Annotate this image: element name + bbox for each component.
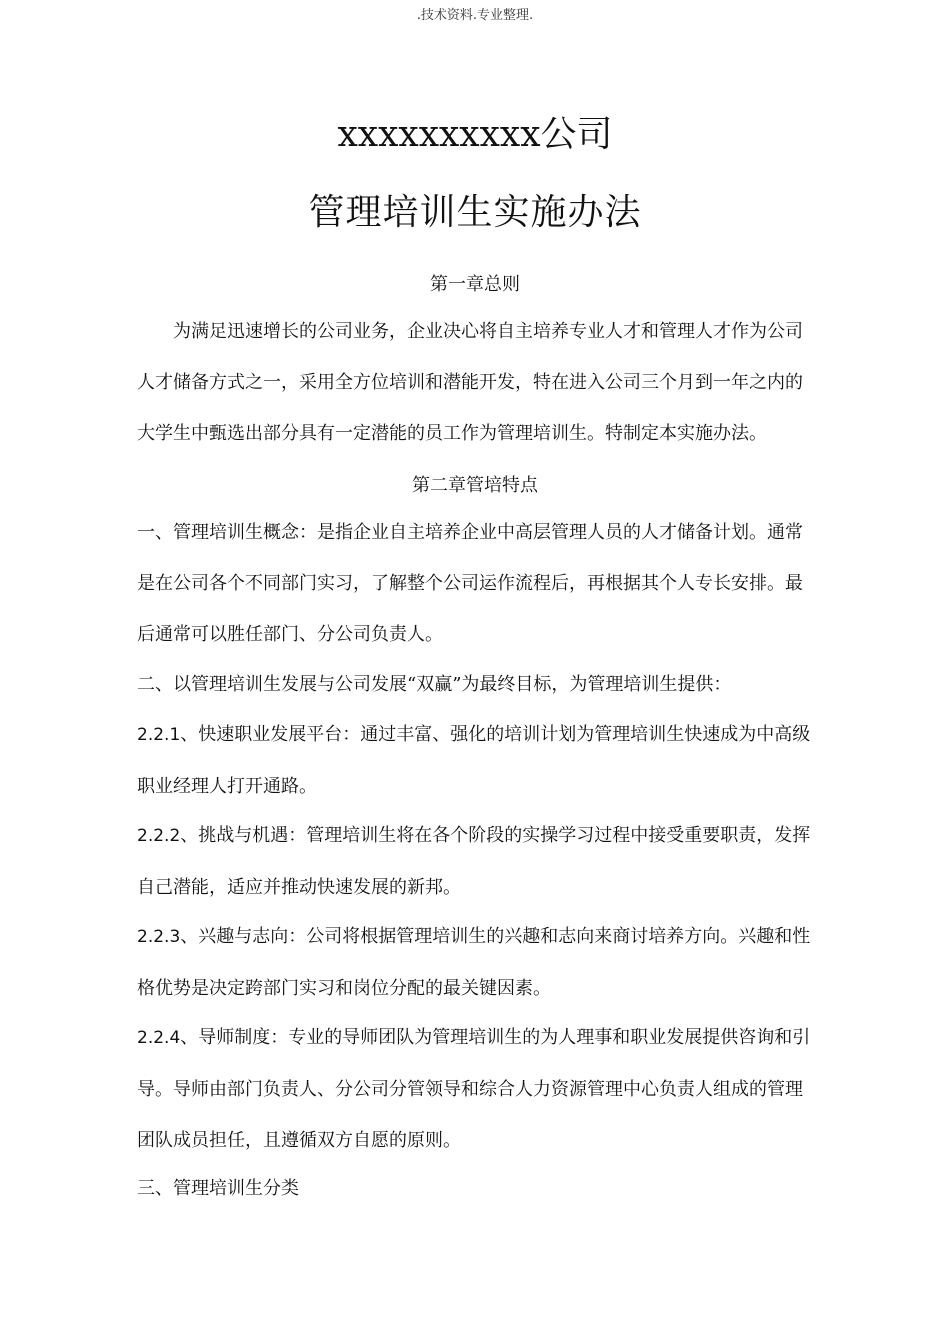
chapter-1-heading: 第一章总则 xyxy=(430,274,520,295)
item-number: 2.2.1 xyxy=(137,725,181,745)
company-title: xxxxxxxxxx公司 xyxy=(337,114,613,155)
section-1-concept: 一、管理培训生概念：是指企业自主培养企业中高层管理人员的人才储备计划。通常是在公司各个不同部门实习，了解整个公司运作流程后，再根据其个人专长安排。最后通常可以胜任部门、分公司负责人。 xyxy=(137,522,803,645)
item-text: 、导师制度：专业的导师团队为管理培训生的为人理事和职业发展提供咨询和引导。导师由部门负责人、分公司分管领导和综合人力资源管理中心负责人组成的管理团队成员担任，且遵循双方自愿的原则。 xyxy=(137,1027,811,1151)
item-2-2-1 xyxy=(137,709,813,812)
chapter-1-paragraph: 为满足迅速增长的公司业务，企业决心将自主培养专业人才和管理人才作为公司人才储备方式之一，采用全方位培训和潜能开发，特在进入公司三个月到一年之内的大学生中甄选出部分具有一定潜能的员工作为管理培训生。特制定本实施办法。 xyxy=(137,321,803,444)
item-2-2-4 xyxy=(137,1012,813,1166)
section-3-heading: 三、管理培训生分类 xyxy=(137,1178,299,1199)
item-text: 、兴趣与志向：公司将根据管理培训生的兴趣和志向来商讨培养方向。兴趣和性格优势是决定跨部门实习和岗位分配的最关键因素。 xyxy=(137,926,811,999)
chapter-2-heading: 第二章管培特点 xyxy=(412,475,538,496)
document-title: 管理培训生实施办法 xyxy=(308,192,642,233)
section-2-goal: 二、以管理培训生发展与公司发展“双赢”为最终目标，为管理培训生提供： xyxy=(137,674,732,695)
header-note: .技术资料.专业整理. xyxy=(416,8,534,23)
item-number: 2.2.2 xyxy=(137,826,181,846)
item-text: 、快速职业发展平台：通过丰富、强化的培训计划为管理培训生快速成为中高级职业经理人打开通路。 xyxy=(137,724,811,797)
item-number: 2.2.3 xyxy=(137,927,181,947)
item-number: 2.2.4 xyxy=(137,1028,181,1048)
item-text: 、挑战与机遇：管理培训生将在各个阶段的实操学习过程中接受重要职责，发挥自己潜能，适应并推动快速发展的新邦。 xyxy=(137,825,811,898)
item-2-2-2 xyxy=(137,810,813,913)
item-2-2-3 xyxy=(137,911,813,1014)
